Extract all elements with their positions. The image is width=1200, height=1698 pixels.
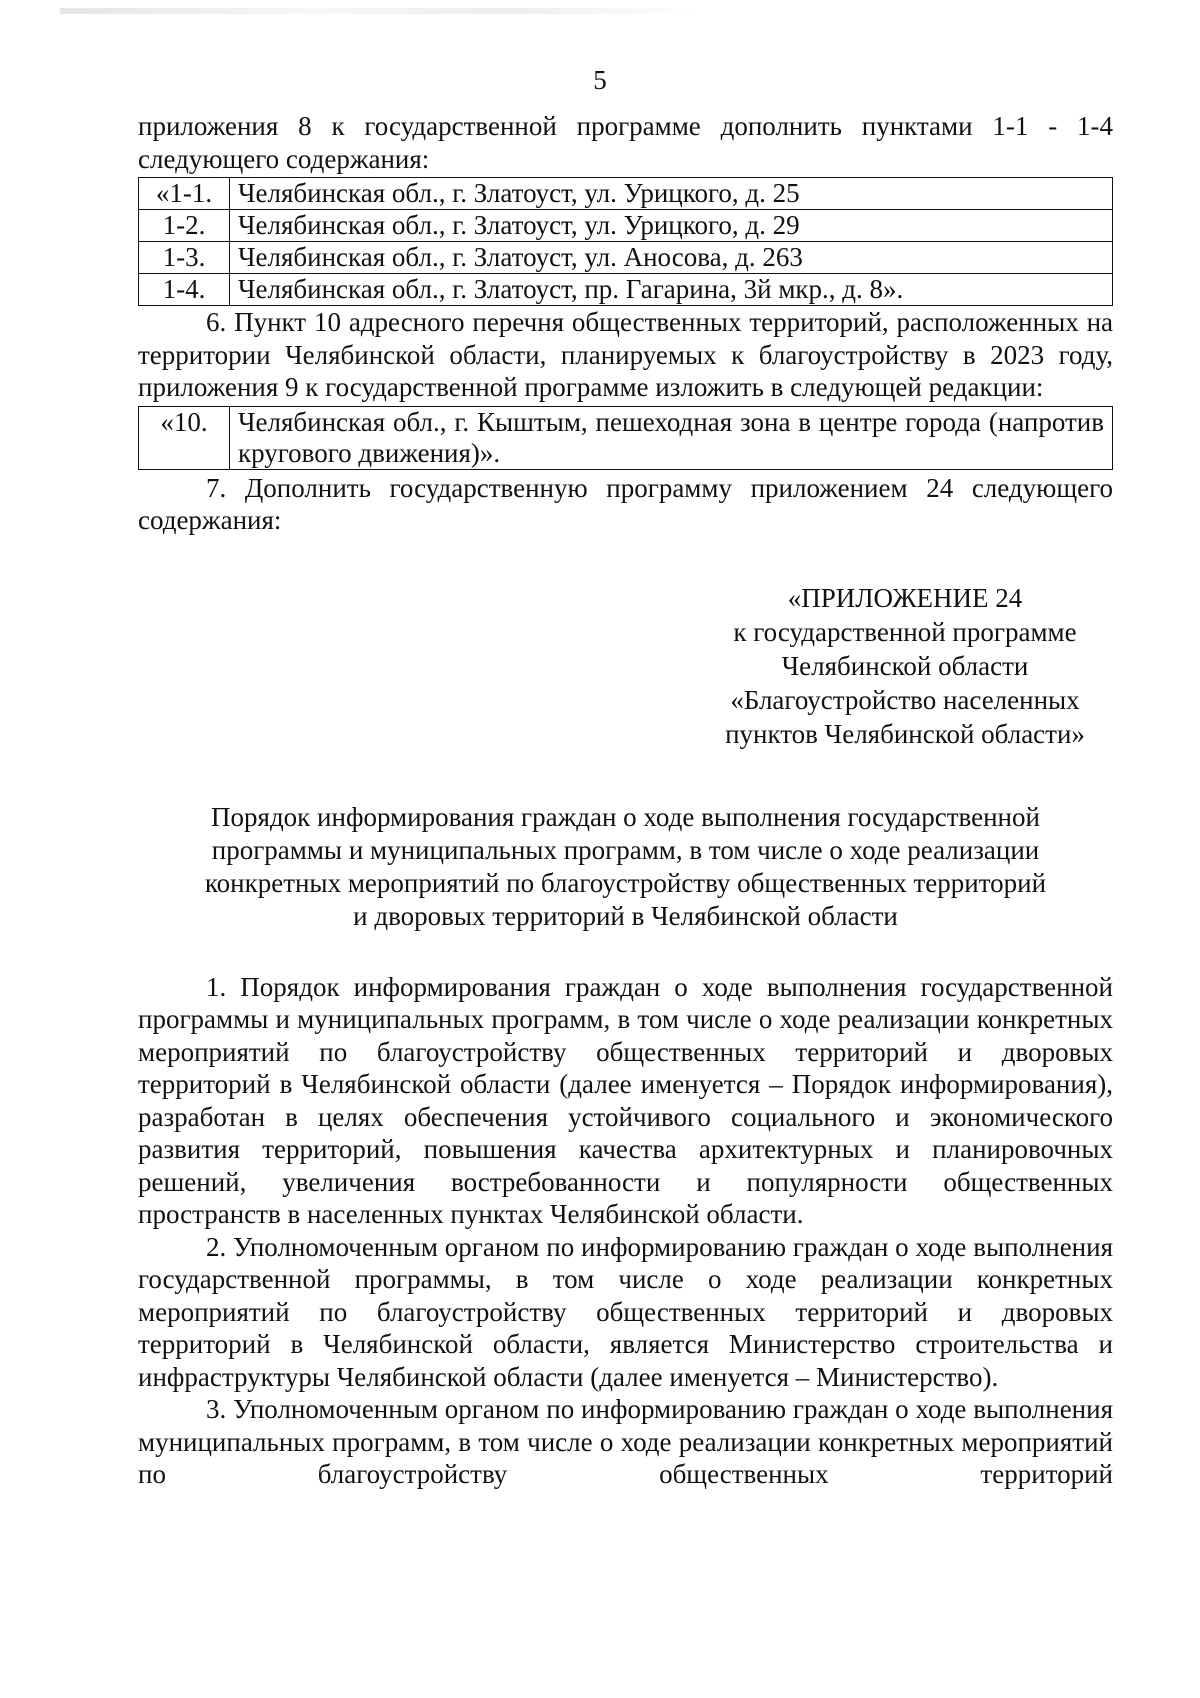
row-address: Челябинская обл., г. Златоуст, ул. Урицкого, д. 29 — [230, 210, 1113, 242]
appendix-line: Челябинской области — [781, 650, 1029, 681]
row-address: Челябинская обл., г. Златоуст, пр. Гагарина, 3й мкр., д. 8». — [230, 274, 1113, 306]
document-body — [138, 110, 1113, 1491]
appendix-line: «Благоустройство населенных — [730, 684, 1080, 715]
row-address: Челябинская обл., г. Златоуст, ул. Урицкого, д. 25 — [230, 178, 1113, 210]
table-row — [139, 242, 1113, 274]
row-number: «10. — [139, 406, 230, 469]
row-address: Челябинская обл., г. Златоуст, ул. Аносова, д. 263 — [230, 242, 1113, 274]
title-line: конкретных мероприятий по благоустройству общественных территорий — [204, 867, 1047, 898]
item-7-paragraph: 7. Дополнить государственную программу приложением 24 следующего содержания: — [138, 472, 1113, 535]
appendix-line: к государственной программе — [733, 616, 1077, 647]
document-title — [138, 801, 1113, 933]
intro-line-1: приложения 8 к государственной программе дополнить пунктами 1-1 - 1-4 — [138, 111, 1113, 141]
scan-artifact — [60, 8, 700, 14]
row-number: «1-1. — [139, 178, 230, 210]
item-6-paragraph: 6. Пункт 10 адресного перечня общественных территорий, расположенных на территории Челябинской области, планируемых к благоустройству в 2023 году, приложения 9 к государственной программе изложить в следующей редакции: — [138, 307, 1113, 402]
item-10-table — [138, 406, 1113, 470]
table-row — [139, 178, 1113, 210]
paragraph-2: 2. Уполномоченным органом по информированию граждан о ходе выполнения государственной программы, в том числе о ходе реализации конкретных мероприятий по благоустройству общественных территорий и дворовых территорий в Челябинской области, является Министерство строительства и инфраструктуры Челябинской области (далее именуется – Министерство). — [138, 1231, 1113, 1392]
order-text — [138, 971, 1113, 1491]
table-row — [139, 406, 1113, 469]
page-number: 5 — [593, 65, 607, 95]
paragraph-3: 3. Уполномоченным органом по информированию граждан о ходе выполнения муниципальных программ, в том числе о ходе реализации конкретных мероприятий по благоустройству общественных территорий — [138, 1394, 1113, 1489]
row-number: 1-2. — [139, 210, 230, 242]
appendix-line: пунктов Челябинской области» — [725, 718, 1085, 749]
addresses-table — [138, 177, 1113, 306]
table-row — [139, 274, 1113, 306]
title-line: программы и муниципальных программ, в том числе о ходе реализации — [211, 834, 1040, 865]
row-number: 1-3. — [139, 242, 230, 274]
title-line: и дворовых территорий в Челябинской области — [353, 900, 898, 931]
row-number: 1-4. — [139, 274, 230, 306]
title-line: Порядок информирования граждан о ходе выполнения государственной — [211, 801, 1040, 832]
intro-line-2: следующего содержания: — [138, 143, 430, 174]
paragraph-1: 1. Порядок информирования граждан о ходе выполнения государственной программы и муниципальных программ, в том числе о ходе реализации конкретных мероприятий по благоустройству общественных территорий и дворовых территорий в Челябинской области (далее именуется – Порядок информирования), разработан в целях обеспечения устойчивого социального и экономического развития территорий, повышения качества архитектурных и планировочных решений, увеличения востребованности и популярности общественных пространств в населенных пунктах Челябинской области. — [138, 971, 1113, 1229]
row-address: Челябинская обл., г. Кыштым, пешеходная зона в центре города (напротив кругового движения)». — [230, 406, 1113, 469]
appendix-line: «ПРИЛОЖЕНИЕ 24 — [787, 582, 1023, 613]
table-row — [139, 210, 1113, 242]
appendix-header — [695, 581, 1115, 751]
